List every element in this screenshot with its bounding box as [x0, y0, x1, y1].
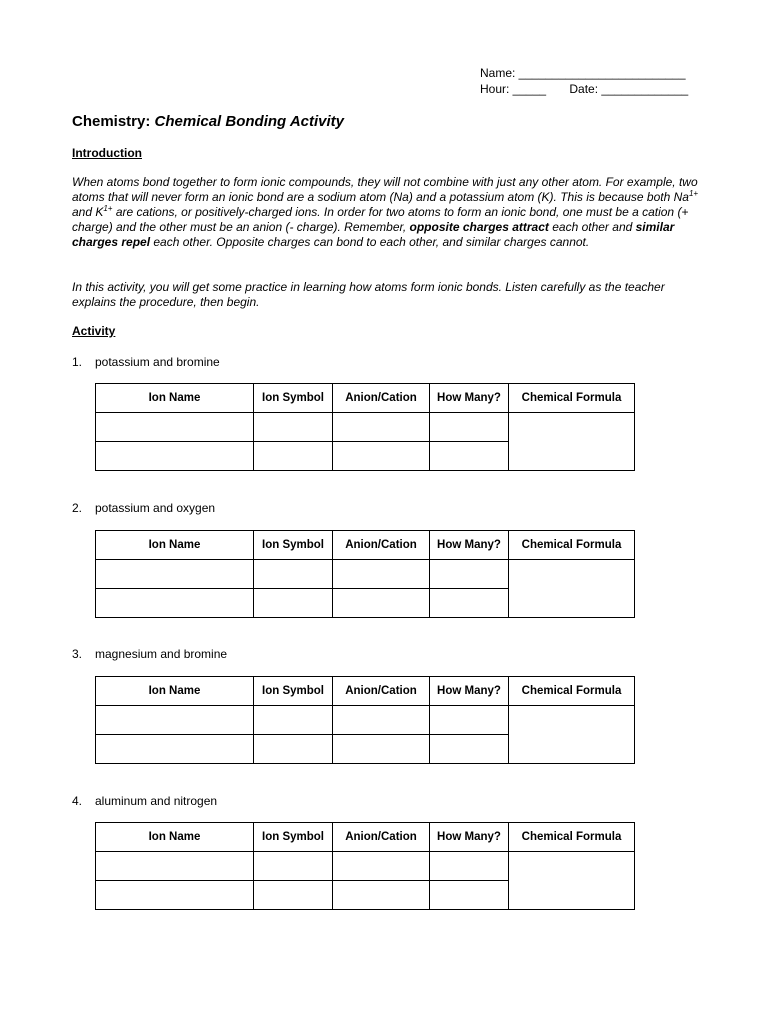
how-many-cell[interactable]	[430, 706, 509, 735]
ion-table-3	[95, 676, 635, 764]
activity-heading: Activity	[72, 324, 116, 338]
how-many-cell[interactable]	[430, 881, 509, 910]
col-chemical-formula: Chemical Formula	[509, 531, 635, 560]
how-many-cell[interactable]	[430, 442, 509, 471]
chemical-formula-cell[interactable]	[509, 852, 635, 910]
title-main: Chemical Bonding Activity	[154, 113, 345, 130]
ion-table-1	[95, 383, 635, 471]
anion-cation-cell[interactable]	[333, 413, 430, 442]
table-row	[96, 706, 635, 735]
hour-date-line[interactable]: Hour: _____ Date: _____________	[480, 82, 689, 96]
chemical-formula-cell[interactable]	[509, 413, 635, 471]
col-ion-symbol: Ion Symbol	[254, 384, 333, 413]
ion-symbol-cell[interactable]	[254, 560, 333, 589]
col-ion-name: Ion Name	[96, 531, 254, 560]
table-row	[96, 413, 635, 442]
col-ion-name: Ion Name	[96, 823, 254, 852]
opposite-charges-emphasis: opposite charges attract	[409, 220, 549, 234]
ion-symbol-cell[interactable]	[254, 413, 333, 442]
introduction-heading: Introduction	[72, 146, 142, 160]
col-ion-name: Ion Name	[96, 677, 254, 706]
activity-item-2: 2. potassium and oxygen	[72, 501, 216, 515]
anion-cation-cell[interactable]	[333, 589, 430, 618]
how-many-cell[interactable]	[430, 589, 509, 618]
how-many-cell[interactable]	[430, 413, 509, 442]
student-info-block	[480, 65, 688, 97]
ion-name-cell[interactable]	[96, 442, 254, 471]
col-anion-cation: Anion/Cation	[333, 677, 430, 706]
col-anion-cation: Anion/Cation	[333, 531, 430, 560]
ion-name-cell[interactable]	[96, 589, 254, 618]
chemical-formula-cell[interactable]	[509, 706, 635, 764]
col-ion-symbol: Ion Symbol	[254, 823, 333, 852]
ion-name-cell[interactable]	[96, 735, 254, 764]
ion-symbol-cell[interactable]	[254, 589, 333, 618]
col-how-many: How Many?	[430, 823, 509, 852]
similar-charges-emphasis: similar charges repel	[72, 220, 675, 249]
ion-name-cell[interactable]	[96, 852, 254, 881]
col-ion-name: Ion Name	[96, 384, 254, 413]
anion-cation-cell[interactable]	[333, 881, 430, 910]
activity-item-3: 3. magnesium and bromine	[72, 647, 228, 661]
anion-cation-cell[interactable]	[333, 735, 430, 764]
table-row	[96, 560, 635, 589]
ion-symbol-cell[interactable]	[254, 852, 333, 881]
activity-item-4: 4. aluminum and nitrogen	[72, 794, 218, 808]
anion-cation-cell[interactable]	[333, 560, 430, 589]
ion-symbol-cell[interactable]	[254, 881, 333, 910]
how-many-cell[interactable]	[430, 560, 509, 589]
ion-table-4	[95, 822, 635, 910]
col-how-many: How Many?	[430, 677, 509, 706]
introduction-paragraph-2: In this activity, you will get some practice in learning how atoms form ionic bonds. Listen carefully as the teacher explains the procedure, then begin.	[72, 280, 665, 309]
anion-cation-cell[interactable]	[333, 706, 430, 735]
anion-cation-cell[interactable]	[333, 852, 430, 881]
ion-name-cell[interactable]	[96, 560, 254, 589]
col-how-many: How Many?	[430, 531, 509, 560]
col-chemical-formula: Chemical Formula	[509, 677, 635, 706]
col-anion-cation: Anion/Cation	[333, 384, 430, 413]
title-prefix: Chemistry:	[72, 113, 151, 130]
col-how-many: How Many?	[430, 384, 509, 413]
ion-symbol-cell[interactable]	[254, 706, 333, 735]
ion-name-cell[interactable]	[96, 706, 254, 735]
chemical-formula-cell[interactable]	[509, 560, 635, 618]
ion-symbol-cell[interactable]	[254, 442, 333, 471]
introduction-paragraph-1: When atoms bond together to form ionic compounds, they will not combine with just any other atom. For example, two atoms that will never form an ionic bond are a sodium atom (Na) and a potassium atom (K). This is because both $Na^{1+}$ and $K^{1+}$ are cations, or positively-charged ions. In order for two atoms to form an ionic bond, one must be a cation (+ charge) and the other must be an anion (- charge). Remember, opposite charges attract each other and similar charges repel each other. Opposite charges can bond to each other, and similar charges cannot.	[72, 175, 699, 249]
page-title	[72, 113, 344, 130]
how-many-cell[interactable]	[430, 852, 509, 881]
col-chemical-formula: Chemical Formula	[509, 823, 635, 852]
table-row	[96, 852, 635, 881]
ion-symbol-cell[interactable]	[254, 735, 333, 764]
ion-name-cell[interactable]	[96, 413, 254, 442]
col-anion-cation: Anion/Cation	[333, 823, 430, 852]
anion-cation-cell[interactable]	[333, 442, 430, 471]
ion-table-2	[95, 530, 635, 618]
how-many-cell[interactable]	[430, 735, 509, 764]
col-ion-symbol: Ion Symbol	[254, 531, 333, 560]
activity-item-1: 1. potassium and bromine	[72, 355, 220, 369]
ion-name-cell[interactable]	[96, 881, 254, 910]
name-line[interactable]: Name: _________________________	[480, 66, 686, 80]
col-ion-symbol: Ion Symbol	[254, 677, 333, 706]
col-chemical-formula: Chemical Formula	[509, 384, 635, 413]
